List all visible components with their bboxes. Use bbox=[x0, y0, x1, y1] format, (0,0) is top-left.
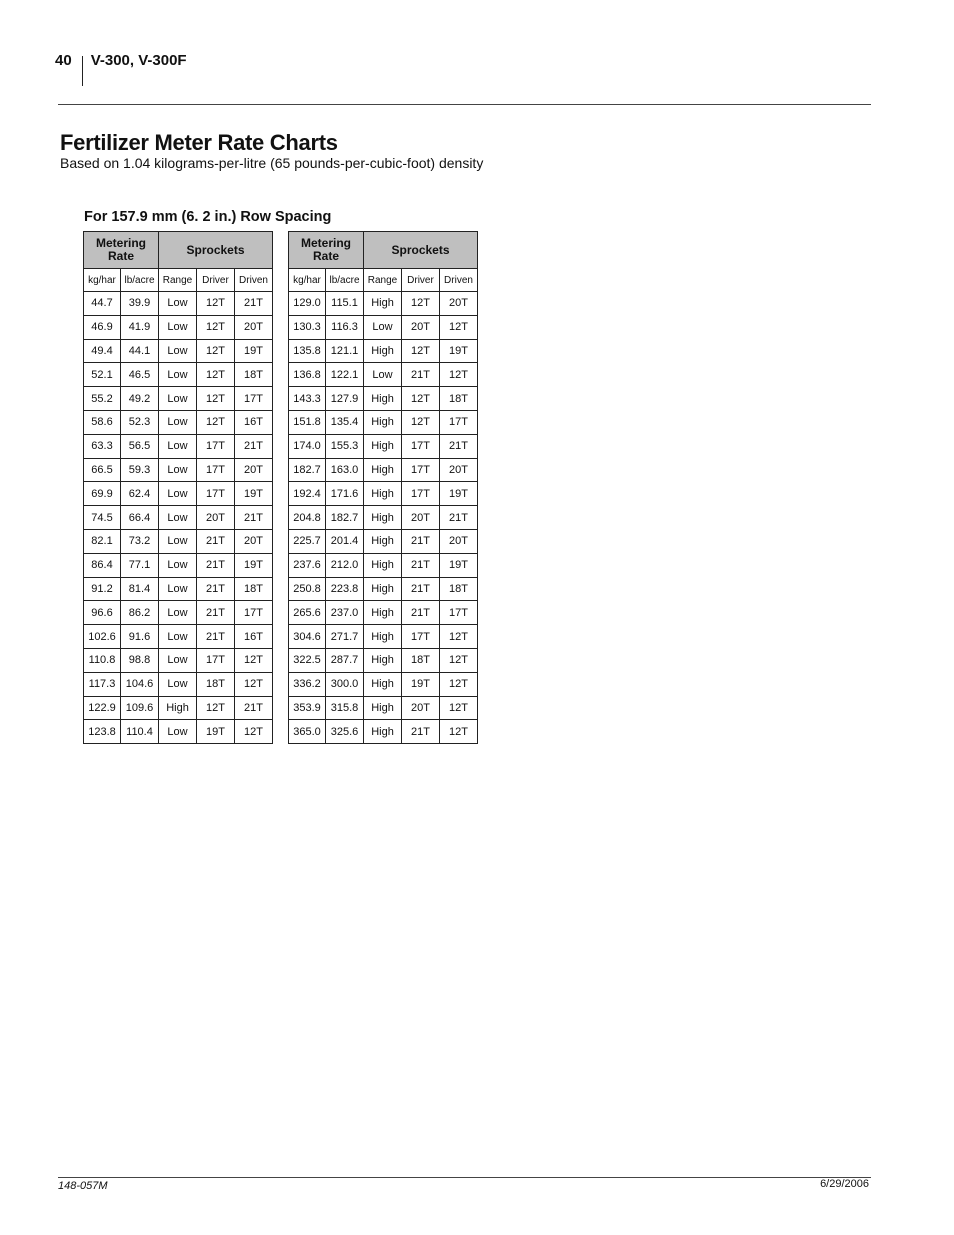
column-header-driven: Driven bbox=[440, 269, 478, 292]
cell-driver: 21T bbox=[402, 720, 440, 744]
cell-lb-acre: 325.6 bbox=[326, 720, 364, 744]
rate-table-left bbox=[83, 231, 273, 744]
table-row bbox=[84, 720, 273, 744]
column-header-driven: Driven bbox=[235, 269, 273, 292]
cell-driven: 19T bbox=[440, 553, 478, 577]
sprockets-header: Sprockets bbox=[364, 232, 478, 269]
cell-lb-acre: 81.4 bbox=[121, 577, 159, 601]
cell-driver: 17T bbox=[402, 625, 440, 649]
table-row bbox=[289, 506, 478, 530]
table-row bbox=[289, 696, 478, 720]
cell-kg-har: 151.8 bbox=[289, 410, 326, 434]
cell-range: Low bbox=[364, 363, 402, 387]
cell-driver: 21T bbox=[402, 529, 440, 553]
cell-kg-har: 353.9 bbox=[289, 696, 326, 720]
column-header-range: Range bbox=[159, 269, 197, 292]
cell-range: High bbox=[364, 577, 402, 601]
cell-range: High bbox=[364, 553, 402, 577]
cell-driven: 12T bbox=[440, 672, 478, 696]
cell-kg-har: 225.7 bbox=[289, 529, 326, 553]
column-header-kg-har: kg/har bbox=[289, 269, 326, 292]
cell-driver: 20T bbox=[402, 506, 440, 530]
table-row bbox=[289, 434, 478, 458]
cell-driver: 17T bbox=[402, 458, 440, 482]
column-header-driver: Driver bbox=[402, 269, 440, 292]
page-number: 40 bbox=[55, 52, 72, 69]
cell-driven: 21T bbox=[235, 506, 273, 530]
cell-lb-acre: 56.5 bbox=[121, 434, 159, 458]
cell-range: Low bbox=[159, 648, 197, 672]
table-row bbox=[289, 577, 478, 601]
cell-driven: 16T bbox=[235, 625, 273, 649]
cell-lb-acre: 135.4 bbox=[326, 410, 364, 434]
cell-range: Low bbox=[159, 720, 197, 744]
table-row bbox=[84, 577, 273, 601]
cell-kg-har: 86.4 bbox=[84, 553, 121, 577]
cell-kg-har: 136.8 bbox=[289, 363, 326, 387]
cell-kg-har: 265.6 bbox=[289, 601, 326, 625]
cell-range: Low bbox=[159, 482, 197, 506]
column-header-lb-acre: lb/acre bbox=[121, 269, 159, 292]
document-model: V-300, V-300F bbox=[90, 52, 187, 69]
cell-driver: 12T bbox=[402, 387, 440, 411]
cell-lb-acre: 155.3 bbox=[326, 434, 364, 458]
cell-range: Low bbox=[159, 672, 197, 696]
cell-driver: 12T bbox=[197, 339, 235, 363]
table-row bbox=[84, 506, 273, 530]
table-row bbox=[84, 648, 273, 672]
table-row bbox=[84, 672, 273, 696]
table-row bbox=[289, 315, 478, 339]
cell-kg-har: 365.0 bbox=[289, 720, 326, 744]
cell-driver: 12T bbox=[197, 292, 235, 316]
cell-lb-acre: 315.8 bbox=[326, 696, 364, 720]
cell-range: Low bbox=[159, 506, 197, 530]
cell-driver: 21T bbox=[402, 363, 440, 387]
cell-kg-har: 46.9 bbox=[84, 315, 121, 339]
cell-driver: 21T bbox=[197, 625, 235, 649]
cell-kg-har: 135.8 bbox=[289, 339, 326, 363]
cell-range: High bbox=[364, 292, 402, 316]
cell-driven: 12T bbox=[440, 648, 478, 672]
cell-range: Low bbox=[364, 315, 402, 339]
cell-lb-acre: 109.6 bbox=[121, 696, 159, 720]
table-row bbox=[289, 553, 478, 577]
cell-driver: 21T bbox=[402, 577, 440, 601]
table-row bbox=[84, 410, 273, 434]
cell-driven: 17T bbox=[440, 410, 478, 434]
cell-lb-acre: 287.7 bbox=[326, 648, 364, 672]
cell-lb-acre: 237.0 bbox=[326, 601, 364, 625]
cell-range: Low bbox=[159, 625, 197, 649]
table-row bbox=[84, 696, 273, 720]
cell-kg-har: 58.6 bbox=[84, 410, 121, 434]
table-row bbox=[289, 410, 478, 434]
cell-kg-har: 182.7 bbox=[289, 458, 326, 482]
table-row bbox=[289, 339, 478, 363]
cell-driven: 12T bbox=[440, 625, 478, 649]
table-row bbox=[289, 720, 478, 744]
cell-lb-acre: 73.2 bbox=[121, 529, 159, 553]
cell-driver: 21T bbox=[402, 601, 440, 625]
cell-driven: 21T bbox=[235, 434, 273, 458]
cell-kg-har: 129.0 bbox=[289, 292, 326, 316]
cell-driven: 12T bbox=[235, 720, 273, 744]
cell-driver: 12T bbox=[402, 292, 440, 316]
table-row bbox=[289, 648, 478, 672]
cell-lb-acre: 104.6 bbox=[121, 672, 159, 696]
header-divider bbox=[82, 56, 83, 86]
cell-lb-acre: 223.8 bbox=[326, 577, 364, 601]
cell-lb-acre: 46.5 bbox=[121, 363, 159, 387]
cell-driver: 21T bbox=[197, 601, 235, 625]
footer-doc-number: 148-057M bbox=[58, 1180, 108, 1192]
cell-range: High bbox=[364, 482, 402, 506]
cell-kg-har: 52.1 bbox=[84, 363, 121, 387]
cell-driver: 12T bbox=[197, 315, 235, 339]
table-row bbox=[289, 625, 478, 649]
cell-range: High bbox=[364, 458, 402, 482]
cell-kg-har: 322.5 bbox=[289, 648, 326, 672]
table-row bbox=[84, 625, 273, 649]
table-row bbox=[289, 292, 478, 316]
cell-lb-acre: 110.4 bbox=[121, 720, 159, 744]
page-header bbox=[55, 52, 187, 86]
cell-kg-har: 204.8 bbox=[289, 506, 326, 530]
cell-lb-acre: 127.9 bbox=[326, 387, 364, 411]
cell-kg-har: 237.6 bbox=[289, 553, 326, 577]
cell-kg-har: 336.2 bbox=[289, 672, 326, 696]
cell-lb-acre: 62.4 bbox=[121, 482, 159, 506]
cell-range: High bbox=[364, 601, 402, 625]
cell-driven: 21T bbox=[235, 292, 273, 316]
cell-driver: 21T bbox=[197, 577, 235, 601]
cell-driven: 16T bbox=[235, 410, 273, 434]
cell-range: Low bbox=[159, 458, 197, 482]
column-header-kg-har: kg/har bbox=[84, 269, 121, 292]
cell-driver: 21T bbox=[402, 553, 440, 577]
cell-driven: 19T bbox=[235, 553, 273, 577]
cell-kg-har: 130.3 bbox=[289, 315, 326, 339]
cell-range: High bbox=[364, 648, 402, 672]
cell-kg-har: 44.7 bbox=[84, 292, 121, 316]
cell-driven: 21T bbox=[440, 434, 478, 458]
cell-range: High bbox=[364, 625, 402, 649]
column-header-lb-acre: lb/acre bbox=[326, 269, 364, 292]
table-row bbox=[289, 458, 478, 482]
cell-driver: 17T bbox=[197, 434, 235, 458]
table-row bbox=[289, 601, 478, 625]
cell-driven: 18T bbox=[440, 387, 478, 411]
rate-table-body bbox=[84, 292, 273, 744]
cell-range: High bbox=[364, 339, 402, 363]
cell-lb-acre: 91.6 bbox=[121, 625, 159, 649]
table-row bbox=[289, 387, 478, 411]
cell-driven: 20T bbox=[440, 458, 478, 482]
table-row bbox=[84, 529, 273, 553]
cell-driven: 20T bbox=[235, 315, 273, 339]
cell-lb-acre: 44.1 bbox=[121, 339, 159, 363]
cell-lb-acre: 121.1 bbox=[326, 339, 364, 363]
cell-driven: 12T bbox=[235, 672, 273, 696]
section-title: For 157.9 mm (6. 2 in.) Row Spacing bbox=[84, 209, 332, 225]
cell-driven: 21T bbox=[235, 696, 273, 720]
cell-lb-acre: 271.7 bbox=[326, 625, 364, 649]
cell-driven: 18T bbox=[440, 577, 478, 601]
table-row bbox=[84, 553, 273, 577]
column-header-range: Range bbox=[364, 269, 402, 292]
footer-date: 6/29/2006 bbox=[820, 1178, 869, 1190]
cell-kg-har: 192.4 bbox=[289, 482, 326, 506]
cell-lb-acre: 98.8 bbox=[121, 648, 159, 672]
cell-lb-acre: 49.2 bbox=[121, 387, 159, 411]
cell-lb-acre: 116.3 bbox=[326, 315, 364, 339]
cell-range: Low bbox=[159, 529, 197, 553]
table-row bbox=[84, 315, 273, 339]
cell-range: High bbox=[364, 529, 402, 553]
cell-kg-har: 82.1 bbox=[84, 529, 121, 553]
cell-driven: 19T bbox=[235, 339, 273, 363]
sprockets-header: Sprockets bbox=[159, 232, 273, 269]
metering-rate-header: Metering Rate bbox=[289, 232, 364, 269]
table-row bbox=[84, 339, 273, 363]
cell-kg-har: 69.9 bbox=[84, 482, 121, 506]
cell-range: High bbox=[364, 506, 402, 530]
cell-driven: 18T bbox=[235, 577, 273, 601]
table-row bbox=[289, 363, 478, 387]
cell-driver: 12T bbox=[402, 339, 440, 363]
bottom-rule bbox=[58, 1177, 871, 1178]
cell-lb-acre: 201.4 bbox=[326, 529, 364, 553]
cell-driver: 21T bbox=[197, 529, 235, 553]
table-row bbox=[84, 387, 273, 411]
cell-driven: 20T bbox=[235, 458, 273, 482]
cell-kg-har: 66.5 bbox=[84, 458, 121, 482]
cell-lb-acre: 86.2 bbox=[121, 601, 159, 625]
cell-lb-acre: 171.6 bbox=[326, 482, 364, 506]
cell-driven: 21T bbox=[440, 506, 478, 530]
cell-driver: 12T bbox=[197, 387, 235, 411]
cell-kg-har: 143.3 bbox=[289, 387, 326, 411]
cell-driver: 17T bbox=[402, 434, 440, 458]
cell-range: Low bbox=[159, 434, 197, 458]
cell-range: High bbox=[364, 387, 402, 411]
table-row bbox=[84, 458, 273, 482]
cell-kg-har: 123.8 bbox=[84, 720, 121, 744]
cell-lb-acre: 115.1 bbox=[326, 292, 364, 316]
page-title: Fertilizer Meter Rate Charts bbox=[60, 130, 338, 155]
cell-lb-acre: 59.3 bbox=[121, 458, 159, 482]
cell-driven: 20T bbox=[235, 529, 273, 553]
cell-lb-acre: 77.1 bbox=[121, 553, 159, 577]
cell-lb-acre: 52.3 bbox=[121, 410, 159, 434]
cell-driven: 12T bbox=[440, 315, 478, 339]
cell-driven: 12T bbox=[440, 696, 478, 720]
table-row bbox=[289, 672, 478, 696]
table-row bbox=[84, 363, 273, 387]
cell-range: Low bbox=[159, 387, 197, 411]
cell-driven: 17T bbox=[235, 387, 273, 411]
cell-driven: 19T bbox=[440, 339, 478, 363]
cell-range: Low bbox=[159, 339, 197, 363]
table-row bbox=[289, 482, 478, 506]
cell-kg-har: 63.3 bbox=[84, 434, 121, 458]
cell-range: Low bbox=[159, 553, 197, 577]
cell-driven: 19T bbox=[440, 482, 478, 506]
cell-range: High bbox=[364, 672, 402, 696]
cell-range: Low bbox=[159, 577, 197, 601]
cell-kg-har: 174.0 bbox=[289, 434, 326, 458]
cell-driven: 18T bbox=[235, 363, 273, 387]
cell-kg-har: 110.8 bbox=[84, 648, 121, 672]
cell-kg-har: 250.8 bbox=[289, 577, 326, 601]
table-row bbox=[289, 529, 478, 553]
cell-driver: 12T bbox=[402, 410, 440, 434]
cell-range: Low bbox=[159, 315, 197, 339]
cell-range: High bbox=[364, 720, 402, 744]
table-row bbox=[84, 292, 273, 316]
cell-driven: 12T bbox=[440, 363, 478, 387]
cell-driver: 18T bbox=[402, 648, 440, 672]
cell-kg-har: 304.6 bbox=[289, 625, 326, 649]
cell-driver: 19T bbox=[197, 720, 235, 744]
column-header-driver: Driver bbox=[197, 269, 235, 292]
cell-kg-har: 55.2 bbox=[84, 387, 121, 411]
cell-kg-har: 96.6 bbox=[84, 601, 121, 625]
cell-driver: 12T bbox=[197, 363, 235, 387]
cell-driver: 17T bbox=[197, 648, 235, 672]
cell-lb-acre: 41.9 bbox=[121, 315, 159, 339]
cell-range: High bbox=[159, 696, 197, 720]
cell-driver: 20T bbox=[402, 696, 440, 720]
cell-range: Low bbox=[159, 601, 197, 625]
cell-range: High bbox=[364, 410, 402, 434]
cell-kg-har: 91.2 bbox=[84, 577, 121, 601]
table-row bbox=[84, 434, 273, 458]
cell-range: High bbox=[364, 434, 402, 458]
cell-kg-har: 117.3 bbox=[84, 672, 121, 696]
cell-range: High bbox=[364, 696, 402, 720]
cell-lb-acre: 163.0 bbox=[326, 458, 364, 482]
table-row bbox=[84, 482, 273, 506]
cell-lb-acre: 212.0 bbox=[326, 553, 364, 577]
top-rule bbox=[58, 104, 871, 105]
cell-driver: 21T bbox=[197, 553, 235, 577]
cell-driven: 20T bbox=[440, 292, 478, 316]
cell-driven: 19T bbox=[235, 482, 273, 506]
table-row bbox=[84, 601, 273, 625]
cell-driven: 17T bbox=[235, 601, 273, 625]
cell-driven: 17T bbox=[440, 601, 478, 625]
cell-kg-har: 122.9 bbox=[84, 696, 121, 720]
cell-kg-har: 102.6 bbox=[84, 625, 121, 649]
cell-kg-har: 49.4 bbox=[84, 339, 121, 363]
cell-lb-acre: 122.1 bbox=[326, 363, 364, 387]
cell-lb-acre: 182.7 bbox=[326, 506, 364, 530]
cell-driver: 17T bbox=[402, 482, 440, 506]
page-subtitle: Based on 1.04 kilograms-per-litre (65 pounds-per-cubic-foot) density bbox=[60, 155, 484, 171]
cell-range: Low bbox=[159, 363, 197, 387]
cell-driven: 12T bbox=[440, 720, 478, 744]
cell-driven: 12T bbox=[235, 648, 273, 672]
cell-driver: 12T bbox=[197, 410, 235, 434]
cell-driver: 17T bbox=[197, 482, 235, 506]
cell-lb-acre: 300.0 bbox=[326, 672, 364, 696]
cell-kg-har: 74.5 bbox=[84, 506, 121, 530]
cell-lb-acre: 66.4 bbox=[121, 506, 159, 530]
cell-driver: 17T bbox=[197, 458, 235, 482]
cell-driver: 20T bbox=[197, 506, 235, 530]
cell-driven: 20T bbox=[440, 529, 478, 553]
metering-rate-header: Metering Rate bbox=[84, 232, 159, 269]
cell-driver: 19T bbox=[402, 672, 440, 696]
cell-driver: 18T bbox=[197, 672, 235, 696]
cell-driver: 20T bbox=[402, 315, 440, 339]
cell-range: Low bbox=[159, 410, 197, 434]
cell-lb-acre: 39.9 bbox=[121, 292, 159, 316]
cell-driver: 12T bbox=[197, 696, 235, 720]
cell-range: Low bbox=[159, 292, 197, 316]
rate-table-body bbox=[289, 292, 478, 744]
rate-table-right bbox=[288, 231, 478, 744]
